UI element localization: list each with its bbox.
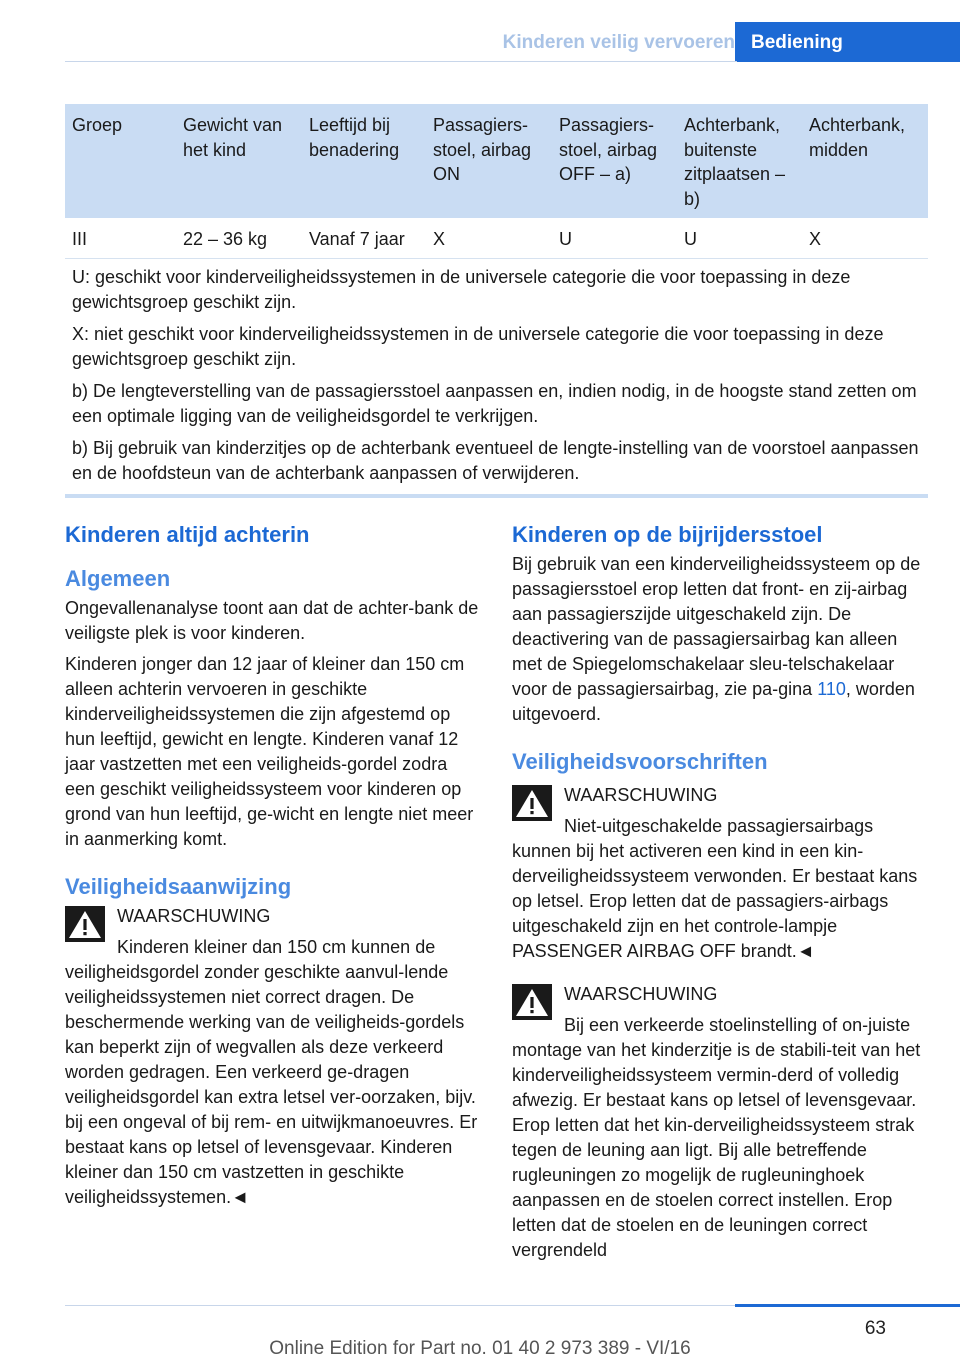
table-cell: Vanaf 7 jaar — [309, 229, 405, 249]
table-note: X: niet geschikt voor kinderveiligheidssystemen in de universele categorie die voor toepassing in deze gewichtsgroep geschikt zijn. — [72, 324, 884, 369]
table-header-cell: Passagiers-stoel, airbag OFF – a) — [559, 115, 658, 184]
table-note: U: geschikt voor kinderveiligheidssystemen in de universele categorie die voor toepassing in deze gewichtsgroep geschikt zijn. — [72, 267, 851, 312]
page-header — [0, 0, 960, 62]
warning-block — [65, 904, 479, 1210]
page-number: 63 — [864, 1318, 886, 1339]
page-link[interactable]: 110 — [817, 679, 846, 699]
warning-label: WAARSCHUWING — [564, 984, 718, 1004]
left-column — [65, 520, 479, 1210]
table-header-cell: Passagiers-stoel, airbag ON — [433, 115, 532, 184]
table-header-cell: Leeftijd bij benadering — [309, 115, 400, 160]
child-seat-table — [65, 104, 928, 493]
warning-triangle-icon — [65, 906, 105, 942]
warning-text: Bij een verkeerde stoelinstelling of on-juiste montage van het kinderzitje is de stabili-teit van het kinderveiligheidssysteem vermin-derd of volledig afwezig. Er bestaat kans op letsel of levensgevaar. Erop letten dat het kin-derveiligheidssysteem strak tegen de leuning aan ligt. Bij alle betreffende rugleuningen zo mogelijk de rugleuninghoek aanpassen en de stoelen correct instellen. Erop letten dat de stoelen en de leuningen correct vergrendeld — [512, 1015, 921, 1260]
body-paragraph: Bij gebruik van een kinderveiligheidssysteem op de passagiersstoel erop letten dat front- en zij-airbag aan passagierszijde uitgeschakeld zijn. De deactivering van de passagiersairbag kan alleen met de Spiegelomschakelaar sleu-telschakelaar voor de passagiersairbag, zie pa-gina 110, worden uitgevoerd. — [512, 554, 921, 724]
table-header-cell: Groep — [72, 115, 123, 135]
body-paragraph: Kinderen jonger dan 12 jaar of kleiner dan 150 cm alleen achterin vervoeren in geschikte kinderveiligheidssystemen die zijn afgestemd op hun leeftijd, gewicht en lengte. Kinderen vanaf 12 jaar vastzetten met een veiligheids-gordel zodra een geschikt veiligheidssysteem voor kinderen op grond van hun leeftijd, ge-wicht en lengte niet meer in aanmerking komt. — [65, 654, 474, 849]
edition-text: Online Edition for Part no. 01 40 2 973 389 - VI/16 — [269, 1338, 691, 1359]
warning-label: WAARSCHUWING — [564, 785, 718, 805]
table-notes — [65, 259, 928, 486]
header-chapter-tab: Bediening — [735, 22, 960, 62]
warning-label: WAARSCHUWING — [117, 906, 271, 926]
subsection-title: Veiligheidsvoorschriften — [512, 749, 768, 774]
table-row — [65, 218, 928, 259]
table-header-cell: Gewicht van het kind — [183, 115, 283, 160]
subsection-title: Veiligheidsaanwijzing — [65, 874, 292, 899]
header-divider — [65, 61, 737, 62]
table-cell: 22 – 36 kg — [183, 229, 268, 249]
section-title: Kinderen op de bijrijdersstoel — [512, 522, 823, 547]
table-bottom-rule — [65, 494, 928, 498]
table-cell: U — [684, 229, 697, 249]
warning-block — [512, 982, 926, 1263]
header-section-title: Kinderen veilig vervoeren — [502, 32, 735, 53]
table-cell: X — [433, 229, 446, 249]
table-cell: U — [559, 229, 572, 249]
table-note: b) De lengteverstelling van de passagiersstoel aanpassen en, indien nodig, in de hoogste stand zetten om een optimale ligging van de veiligheidsgordel te verkrijgen. — [72, 381, 917, 426]
warning-triangle-icon — [512, 984, 552, 1020]
table-header-cell: Achterbank, midden — [809, 115, 906, 160]
warning-block — [512, 783, 926, 964]
warning-text: Kinderen kleiner dan 150 cm kunnen de veiligheidsgordel zonder geschikte aanvul-lende veiligheidssystemen niet correct dragen. De beschermende werking van de veiligheids-gordels kan beperkt zijn of wegvallen als deze verkeerd worden gedragen. Een verkeerd ge-dragen veiligheidsgordel kan extra letsel ver-oorzaken, bijv. bij een ongeval of bij rem- en uitwijkmanoeuvres. Er bestaat kans op letsel of levensgevaar. Kinderen kleiner dan 150 cm vastzetten in geschikte veiligheidssystemen.◄ — [65, 937, 478, 1207]
right-column — [512, 520, 926, 1263]
warning-text: Niet-uitgeschakelde passagiersairbags kunnen bij het activeren een kind in een kin-derveiligheidssysteem verwonden. Er bestaat kans op letsel. Erop letten dat de passagiers-airbags uitgeschakeld zijn en het controle-lampje PASSENGER AIRBAG OFF brandt.◄ — [512, 816, 918, 961]
footer-accent-bar — [735, 1304, 960, 1307]
table-header-row — [65, 104, 928, 218]
body-paragraph: Ongevallenanalyse toont aan dat de achter-bank de veiligste plek is voor kinderen. — [65, 598, 479, 643]
table-header-cell: Achterbank, buitenste zitplaatsen – b) — [684, 115, 786, 209]
table-cell: III — [72, 229, 88, 249]
subsection-title: Algemeen — [65, 566, 171, 591]
table-note: b) Bij gebruik van kinderzitjes op de achterbank eventueel de lengte-instelling van de voorstoel aanpassen en de hoofdsteun van de achterbank aanpassen of verwijderen. — [72, 438, 919, 483]
warning-triangle-icon — [512, 785, 552, 821]
table-cell: X — [809, 229, 822, 249]
section-title: Kinderen altijd achterin — [65, 522, 310, 547]
